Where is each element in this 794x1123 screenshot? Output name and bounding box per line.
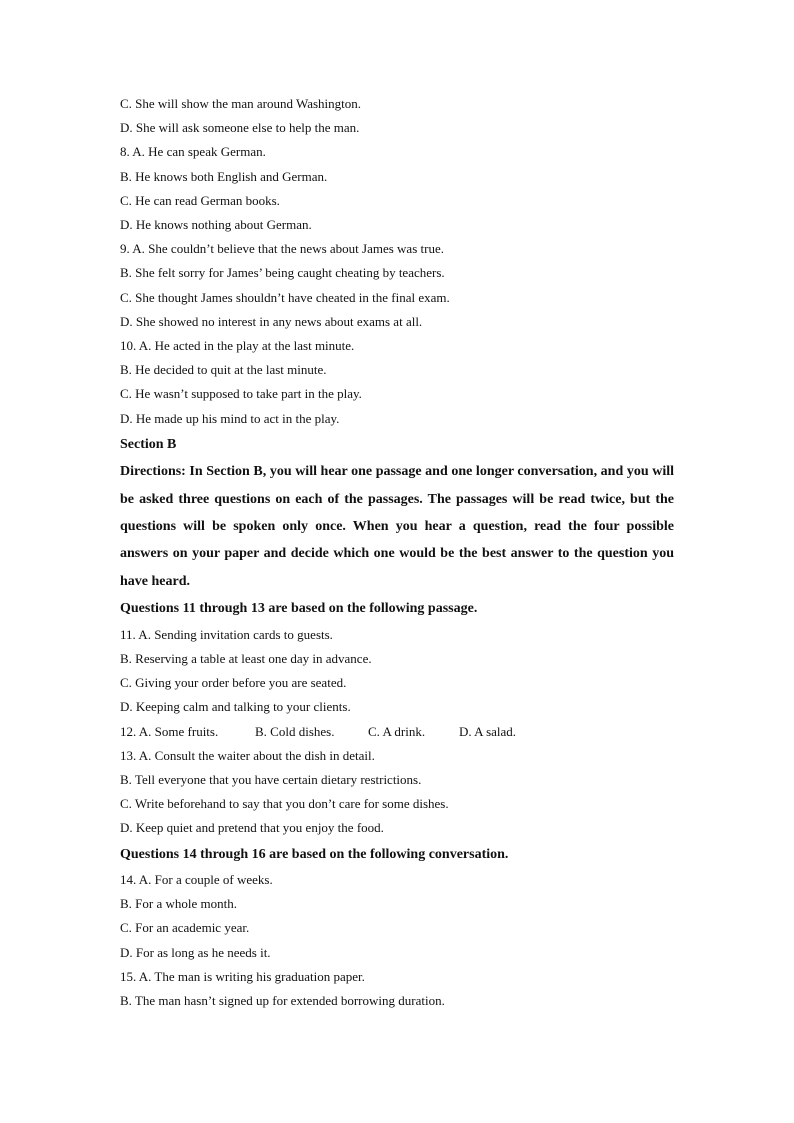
section-title: Section B: [120, 436, 177, 452]
option-line: D. She showed no interest in any news about exams at all.: [120, 313, 423, 329]
option-line: C. Write beforehand to say that you don’t care for some dishes.: [120, 796, 449, 812]
option-line: C. She thought James shouldn’t have cheated in the final exam.: [120, 289, 450, 305]
q12-option-b: B. Cold dishes.: [255, 723, 335, 739]
option-line: D. Keep quiet and pretend that you enjoy the food.: [120, 820, 384, 836]
option-line: C. She will show the man around Washington.: [120, 96, 362, 111]
exam-page: [120, 92, 674, 1013]
question-line: 14. A. For a couple of weeks.: [120, 871, 273, 887]
question-line: 9. A. She couldn’t believe that the news about James was true.: [120, 241, 444, 257]
conversation-heading: Questions 14 through 16 are based on the following conversation.: [120, 846, 509, 862]
q12-option-d: D. A salad.: [459, 723, 517, 739]
option-line: B. For a whole month.: [120, 896, 237, 912]
option-line: D. He knows nothing about German.: [120, 217, 312, 233]
question-line: 10. A. He acted in the play at the last minute.: [120, 338, 355, 354]
q12-option-c: C. A drink.: [368, 723, 426, 739]
option-line: B. She felt sorry for James’ being caught cheating by teachers.: [120, 265, 445, 281]
option-line: B. He decided to quit at the last minute.: [120, 362, 327, 378]
option-line: C. He can read German books.: [120, 192, 280, 208]
question-12-row: [120, 720, 674, 744]
option-line: C. He wasn’t supposed to take part in the play.: [120, 386, 362, 402]
question-line: 13. A. Consult the waiter about the dish in detail.: [120, 747, 375, 763]
option-line: C. For an academic year.: [120, 920, 250, 936]
question-line: 15. A. The man is writing his graduation paper.: [120, 968, 365, 984]
option-line: D. For as long as he needs it.: [120, 944, 271, 960]
option-line: C. Giving your order before you are seated.: [120, 675, 347, 691]
option-line: B. The man hasn’t signed up for extended borrowing duration.: [120, 992, 445, 1008]
option-line: B. He knows both English and German.: [120, 168, 328, 184]
option-line: B. Tell everyone that you have certain dietary restrictions.: [120, 771, 422, 787]
directions-paragraph: Directions: In Section B, you will hear one passage and one longer conversation, and you will be asked three questions on each of the passages. The passages will be read twice, but the questions will be spoken only once. When you hear a question, read the four possible answers on your paper and decide which one would be the best answer to the question you have heard.: [120, 464, 674, 589]
option-line: B. Reserving a table at least one day in advance.: [120, 650, 372, 666]
question-line: 8. A. He can speak German.: [120, 144, 266, 160]
question-line: 11. A. Sending invitation cards to guests.: [120, 626, 333, 642]
q12-option-a: 12. A. Some fruits.: [120, 723, 219, 739]
passage-heading: Questions 11 through 13 are based on the following passage.: [120, 601, 478, 617]
option-line: D. Keeping calm and talking to your clients.: [120, 699, 351, 715]
option-line: D. She will ask someone else to help the man.: [120, 120, 360, 136]
option-line: D. He made up his mind to act in the play.: [120, 410, 340, 426]
